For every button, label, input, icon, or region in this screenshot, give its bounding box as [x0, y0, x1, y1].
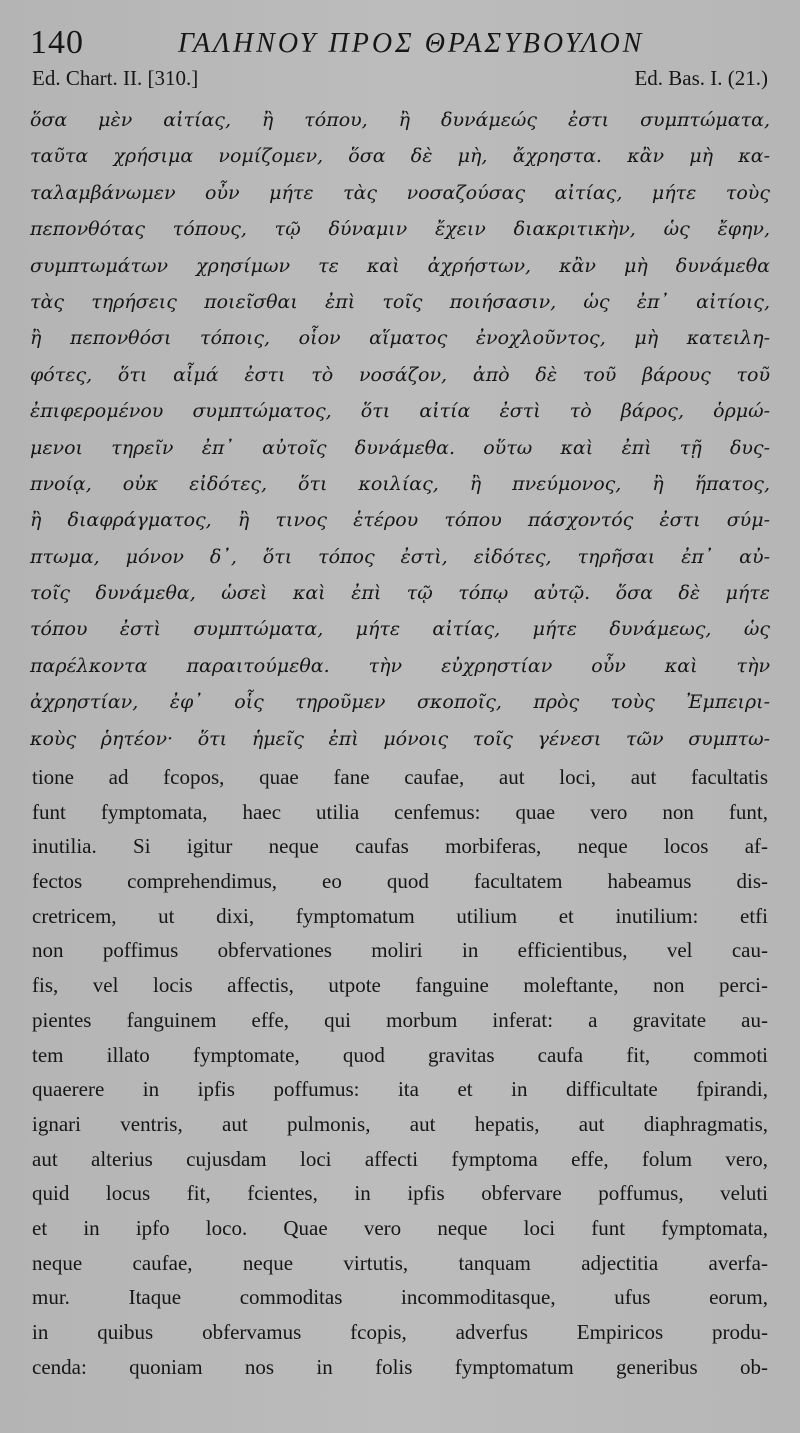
latin-text-line: in quibus obfervamus fcopis, adverfus Empiricos produ- — [32, 1320, 768, 1344]
edition-reference-basel: Ed. Bas. I. (21.) — [634, 66, 768, 90]
greek-text-line: ταῦτα χρήσιμα νομίζομεν, ὅσα δὲ μὴ, ἄχρηστα. κἂν μὴ κα- — [30, 145, 770, 168]
latin-text-line: cretricem, ut dixi, fymptomatum utilium et inutilium: etfi — [32, 903, 768, 928]
latin-text-line: tem illato fymptomate, quod gravitas caufa fit, commoti — [32, 1042, 768, 1067]
greek-text-line: πνοίᾳ, οὐκ εἰδότες, ὅτι κοιλίας, ἢ πνεύμονος, ἢ ἥπατος, — [30, 472, 770, 495]
greek-text-line: πτωμα, μόνον δ᾽, ὅτι τόπος ἐστὶ, εἰδότες, τηρῆσαι ἐπ᾽ αὐ- — [30, 545, 770, 568]
greek-text-line: φότες, ὅτι αἷμά ἐστι τὸ νοσάζον, ἀπὸ δὲ τοῦ βάρους τοῦ — [30, 363, 770, 386]
greek-text-line: ὅσα μὲν αἰτίας, ἢ τόπου, ἢ δυνάμεώς ἐστι συμπτώματα, — [30, 109, 770, 131]
running-head — [30, 22, 790, 62]
latin-text-line: inutilia. Si igitur neque caufas morbiferas, neque locos af- — [32, 834, 768, 859]
edition-reference-chartier: Ed. Chart. II. [310.] — [32, 66, 199, 90]
latin-text-line: funt fymptomata, haec utilia cenfemus: quae vero non funt, — [32, 799, 768, 824]
latin-text-line: quaerere in ipfis poffumus: ita et in difficultate fpirandi, — [32, 1077, 768, 1102]
greek-text-line: ἐπιφερομένου συμπτώματος, ὅτι αἰτία ἐστὶ τὸ βάρος, ὁρμώ- — [30, 400, 770, 423]
latin-text-line: non poffimus obfervationes moliri in efficientibus, vel cau- — [32, 938, 768, 963]
greek-text-line: ταλαμβάνωμεν οὖν μήτε τὰς νοσαζούσας αἰτίας, μήτε τοὺς — [30, 181, 770, 204]
greek-text-line: τόπου ἐστὶ συμπτώματα, μήτε αἰτίας, μήτε δυνάμεως, ὡς — [30, 618, 770, 641]
greek-text-line: μενοι τηρεῖν ἐπ᾽ αὐτοῖς δυνάμεθα. οὕτω καὶ ἐπὶ τῇ δυς- — [30, 436, 770, 459]
latin-text-line: tione ad fcopos, quae fane caufae, aut loci, aut facultatis — [32, 765, 768, 789]
latin-text-line: ignari ventris, aut pulmonis, aut hepatis, aut diaphragmatis, — [32, 1111, 768, 1136]
latin-text-line: cenda: quoniam nos in folis fymptomatum generibus ob- — [32, 1354, 768, 1379]
latin-text-line: quid locus fit, fcientes, in ipfis obfervare poffumus, veluti — [32, 1181, 768, 1206]
latin-translation-block — [32, 760, 768, 1384]
greek-text-line: ἢ διαφράγματος, ἢ τινος ἑτέρου τόπου πάσχοντός ἐστι σύμ- — [30, 509, 770, 532]
greek-text-line: παρέλκοντα παραιτούμεθα. τὴν εὐχρηστίαν οὖν καὶ τὴν — [30, 654, 770, 677]
greek-text-line: τοῖς δυνάμεθα, ὡσεὶ καὶ ἐπὶ τῷ τόπῳ αὐτῷ. ὅσα δὲ μήτε — [30, 582, 770, 605]
greek-text-line: κοὺς ῥητέον· ὅτι ἡμεῖς ἐπὶ μόνοις τοῖς γένεσι τῶν συμπτω- — [30, 727, 770, 750]
greek-text-line: ἀχρηστίαν, ἐφ᾽ οἷς τηροῦμεν σκοποῖς, πρὸς τοὺς Ἐμπειρι- — [30, 691, 770, 714]
greek-text-line: ἢ πεπονθόσι τόποις, οἷον αἵματος ἐνοχλοῦντος, μὴ κατειλη- — [30, 327, 770, 350]
latin-text-line: neque caufae, neque virtutis, tanquam adjectitia averfa- — [32, 1250, 768, 1275]
edition-reference-line — [32, 66, 768, 96]
greek-text-line: πεπονθότας τόπους, τῷ δύναμιν ἔχειν διακριτικὴν, ὡς ἔφην, — [30, 218, 770, 241]
latin-text-line: fis, vel locis affectis, utpote fanguine moleftante, non perci- — [32, 973, 768, 998]
latin-text-line: mur. Itaque commoditas incommoditasque, ufus eorum, — [32, 1285, 768, 1310]
greek-text-line: τὰς τηρήσεις ποιεῖσθαι ἐπὶ τοῖς ποιήσασιν, ὡς ἐπ᾽ αἰτίοις, — [30, 290, 770, 313]
running-title: ΓΑΛΗΝΟΥ ΠΡΟΣ ΘΡΑΣΥΒΟΥΛΟΝ — [178, 28, 645, 59]
page-number: 140 — [30, 24, 84, 61]
greek-text-line: συμπτωμάτων χρησίμων τε καὶ ἀχρήστων, κἂν μὴ δυνάμεθα — [30, 254, 770, 277]
latin-text-line: et in ipfo loco. Quae vero neque loci funt fymptomata, — [32, 1215, 768, 1240]
latin-text-line: pientes fanguinem effe, qui morbum inferat: a gravitate au- — [32, 1007, 768, 1032]
latin-text-line: aut alterius cujusdam loci affecti fymptoma effe, folum vero, — [32, 1146, 768, 1171]
greek-text-block — [30, 102, 770, 757]
latin-text-line: fectos comprehendimus, eo quod facultatem habeamus dis- — [32, 869, 768, 894]
